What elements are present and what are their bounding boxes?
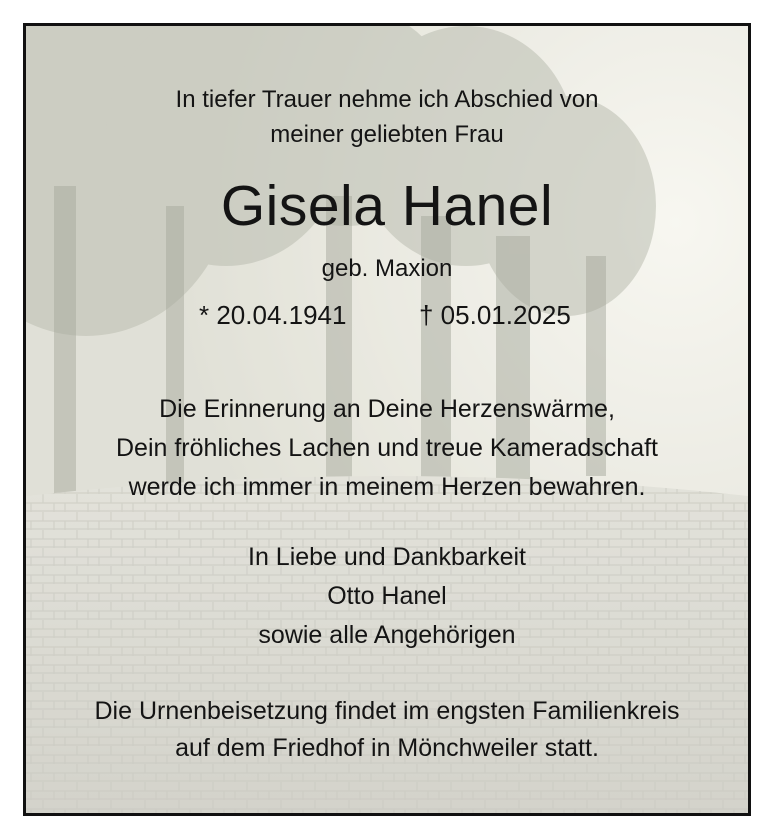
signature-line: In Liebe und Dankbarkeit [248,543,526,571]
verse-line: Die Erinnerung an Deine Herzenswärme, [159,395,615,423]
burial-line: Die Urnenbeisetzung findet im engsten Familienkreis [94,697,680,725]
signature-line: Otto Hanel [327,582,447,610]
intro-line: In tiefer Trauer nehme ich Abschied von [175,86,599,113]
burial-notice [26,693,748,767]
burial-line: auf dem Friedhof in Mönchweiler statt. [175,734,599,762]
maiden-name: geb. Maxion [321,255,453,282]
signature-block [26,538,748,655]
verse-line: Dein fröhliches Lachen und treue Kameradschaft [116,434,658,462]
death-date: † 05.01.2025 [419,300,571,330]
memorial-verse [26,390,748,507]
obituary-notice [23,23,751,816]
deceased-name: Gisela Hanel [220,174,554,238]
intro-line: meiner geliebten Frau [270,121,504,148]
birth-date: * 20.04.1941 [199,300,347,330]
intro-text [26,82,748,152]
signature-line: sowie alle Angehörigen [258,621,516,649]
verse-line: werde ich immer in meinem Herzen bewahren. [128,473,646,501]
